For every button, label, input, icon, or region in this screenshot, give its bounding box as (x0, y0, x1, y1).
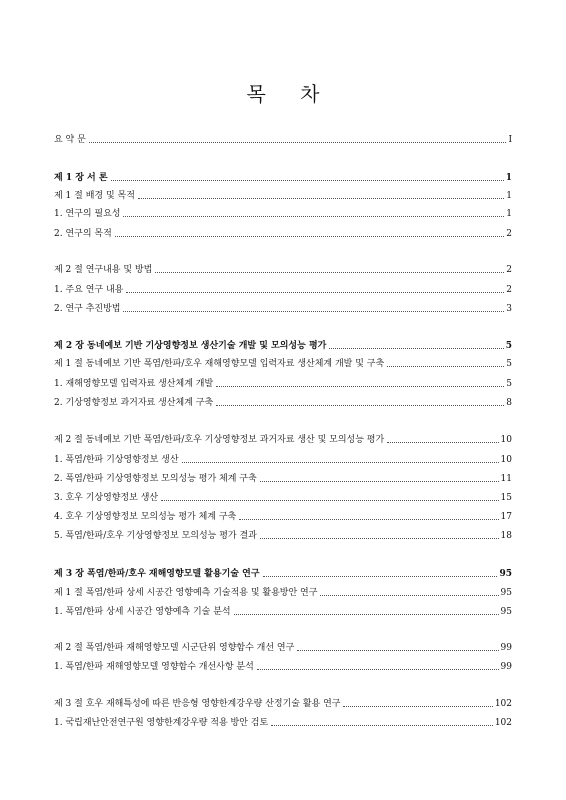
toc-entry-page: 1 (506, 191, 512, 201)
dot-leader (89, 142, 507, 143)
dot-leader (343, 706, 492, 707)
toc-entry-page: Ⅰ (508, 135, 512, 145)
toc-entry-label: 제 3 절 호우 재해특성에 따른 반응형 영향한계강우량 산정기술 활용 연구 (54, 699, 341, 709)
toc-entry[interactable] (54, 694, 512, 710)
toc-entry-summary[interactable] (54, 130, 512, 146)
toc-entry-label: 1. 주요 연구 내용 (54, 285, 124, 295)
dot-leader (320, 595, 498, 596)
dot-leader (257, 669, 499, 670)
dot-leader (260, 538, 499, 539)
toc-entry-label: 1. 폭염/한파 기상영향정보 생산 (54, 455, 179, 465)
toc-entry[interactable] (54, 713, 512, 729)
toc-entry[interactable] (54, 204, 512, 220)
dot-leader (161, 500, 498, 501)
dot-leader (216, 386, 504, 387)
toc-entry[interactable] (54, 354, 512, 370)
toc-entry[interactable] (54, 168, 512, 184)
toc-entry-page: 5 (506, 359, 512, 369)
toc-entry[interactable] (54, 374, 512, 390)
toc-entry-label: 1. 국립재난안전연구원 영향한계강우량 적용 방안 검토 (54, 718, 269, 728)
toc-entry-page: 11 (500, 474, 512, 484)
toc-entry[interactable] (54, 450, 512, 466)
toc-entry[interactable] (54, 186, 512, 202)
dot-leader (387, 366, 504, 367)
dot-leader (216, 405, 504, 406)
toc-entry-page: 8 (506, 398, 512, 408)
toc-entry-page: 1 (505, 173, 512, 183)
toc-entry[interactable] (54, 526, 512, 542)
toc-entry-page: 95 (499, 569, 512, 579)
toc-entry-label: 3. 호우 기상영향정보 생산 (54, 493, 159, 503)
toc-entry-page: 5 (505, 341, 512, 351)
toc-entry-label: 1. 연구의 필요성 (54, 209, 121, 219)
toc-entry[interactable] (54, 299, 512, 315)
toc-entry-page: 99 (500, 662, 512, 672)
toc-entry-page: 18 (500, 531, 512, 541)
toc-entry-page: 2 (506, 265, 512, 275)
toc-entry-page: 2 (506, 229, 512, 239)
toc-entry-label: 2. 연구의 목적 (54, 229, 112, 239)
toc-entry-label: 제 2 절 폭염/한파 재해영향모델 시군단위 영향함수 개선 연구 (54, 643, 295, 653)
toc-entry[interactable] (54, 507, 512, 523)
toc-entry[interactable] (54, 564, 512, 580)
toc-entry-page: 102 (494, 699, 512, 709)
toc-entry-label: 2. 기상영향정보 과거자료 생산체계 구축 (54, 398, 214, 408)
toc-entry-label: 제 2 절 연구내용 및 방법 (54, 265, 153, 275)
toc-entry[interactable] (54, 280, 512, 296)
dot-leader (182, 462, 499, 463)
dot-leader (263, 576, 498, 577)
toc-entry-page: 5 (506, 379, 512, 389)
toc-entry-label: 제 3 장 폭염/한파/호우 재해영향모델 활용기술 연구 (54, 569, 260, 579)
toc-entry-label: 1. 폭염/한파 상세 시공간 영향예측 기술 분석 (54, 607, 231, 617)
toc-entry-label: 제 1 절 동네예보 기반 폭염/한파/호우 재해영향모델 입력자료 생산체계 개발 및 구축 (54, 359, 385, 369)
toc-entry-label: 5. 폭염/한파/호우 기상영향정보 모의성능 평가 결과 (54, 531, 257, 541)
page-title: 목 차 (246, 82, 334, 106)
toc-entry[interactable] (54, 657, 512, 673)
toc-entry-page: 10 (500, 455, 512, 465)
toc-entry-label: 요 약 문 (54, 135, 86, 145)
toc-entry-page: 17 (500, 512, 512, 522)
toc-entry[interactable] (54, 469, 512, 485)
toc-entry-page: 95 (500, 607, 512, 617)
dot-leader (297, 650, 498, 651)
dot-leader (234, 614, 499, 615)
toc-entry[interactable] (54, 602, 512, 618)
toc-entry[interactable] (54, 260, 512, 276)
toc-entry-label: 제 1 절 폭염/한파 상세 시공간 영향예측 기술적용 및 활용방안 연구 (54, 588, 318, 598)
toc-entry-label: 제 1 절 배경 및 목적 (54, 191, 135, 201)
toc-entry-page: 102 (494, 718, 512, 728)
toc-entry[interactable] (54, 393, 512, 409)
toc-entry-label: 제 2 절 동네예보 기반 폭염/한파/호우 기상영향정보 과거자료 생산 및 모의성능 평가 (54, 435, 385, 445)
dot-leader (387, 442, 498, 443)
toc-entry-label: 4. 호우 기상영향정보 모의성능 평가 체계 구축 (54, 512, 237, 522)
toc-entry[interactable] (54, 638, 512, 654)
toc-entry-page: 15 (500, 493, 512, 503)
toc-entry-page: 1 (506, 209, 512, 219)
toc-entry-page: 99 (500, 643, 512, 653)
dot-leader (115, 236, 504, 237)
dot-leader (123, 311, 504, 312)
toc-entry[interactable] (54, 224, 512, 240)
toc-entry-page: 2 (506, 285, 512, 295)
toc-entry-label: 2. 연구 추진방법 (54, 304, 121, 314)
dot-leader (260, 481, 499, 482)
toc-entry-label: 1. 폭염/한파 재해영향모델 영향함수 개선사항 분석 (54, 662, 254, 672)
toc-entry-label: 2. 폭염/한파 기상영향정보 모의성능 평가 체계 구축 (54, 474, 257, 484)
toc-entry[interactable] (54, 430, 512, 446)
toc-entry[interactable] (54, 583, 512, 599)
dot-leader (126, 292, 504, 293)
dot-leader (111, 180, 504, 181)
toc-entry-label: 제 2 장 동네예보 기반 기상영향정보 생산기술 개발 및 모의성능 평가 (54, 341, 327, 351)
toc-entry-page: 95 (500, 588, 512, 598)
toc-entry[interactable] (54, 488, 512, 504)
dot-leader (155, 272, 504, 273)
dot-leader (239, 519, 498, 520)
dot-leader (329, 348, 503, 349)
toc-entry[interactable] (54, 336, 512, 352)
toc-entry-label: 1. 재해영향모델 입력자료 생산체계 개발 (54, 379, 214, 389)
toc-entry-page: 10 (500, 435, 512, 445)
dot-leader (138, 198, 504, 199)
dot-leader (123, 216, 504, 217)
toc-entry-label: 제 1 장 서 론 (54, 173, 108, 183)
dot-leader (271, 725, 493, 726)
toc-entry-page: 3 (506, 304, 512, 314)
